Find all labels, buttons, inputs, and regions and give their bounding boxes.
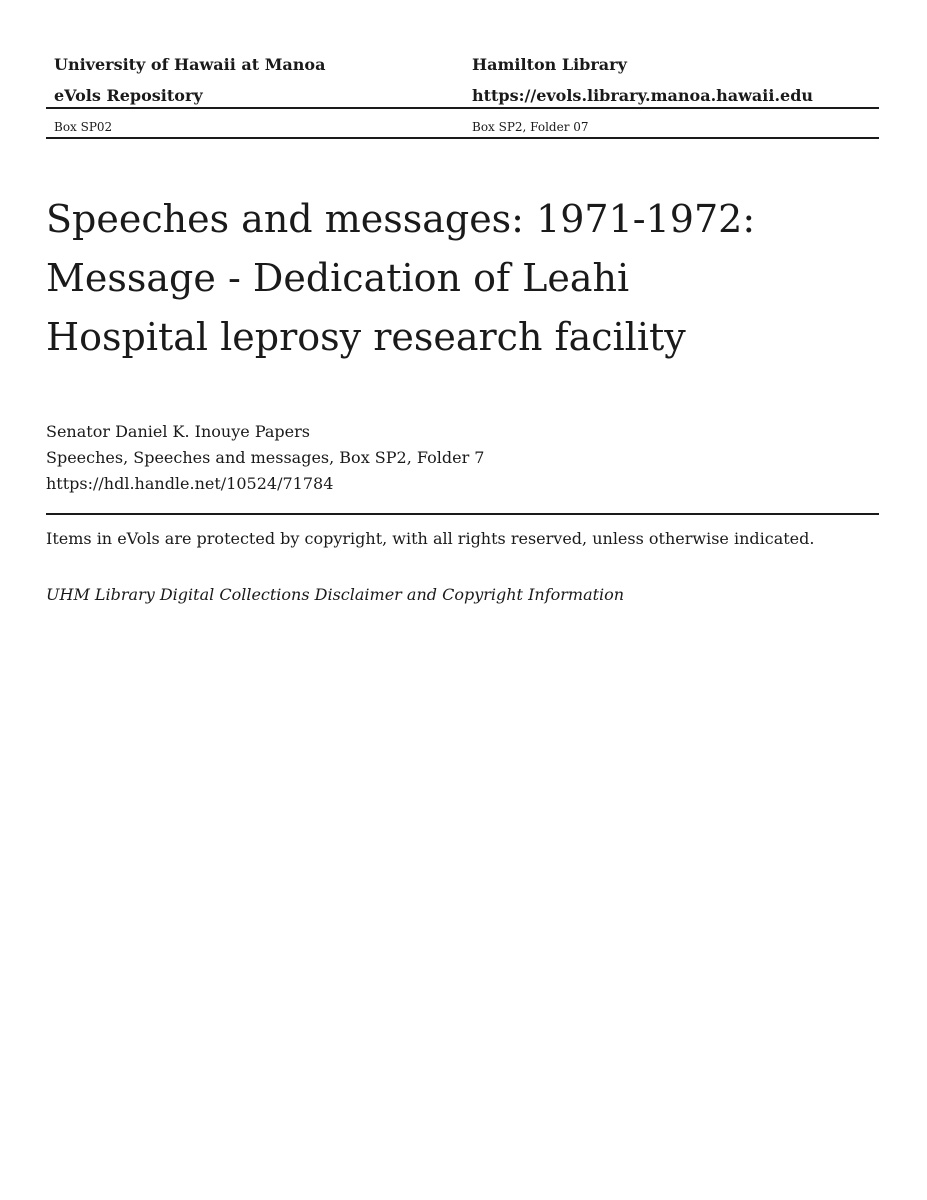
document-title — [46, 190, 879, 367]
header-divider-bottom — [46, 137, 879, 139]
repository-name: eVols Repository — [54, 86, 203, 105]
box-label: Box SP02 — [54, 120, 113, 134]
collection-name: Senator Daniel K. Inouye Papers — [46, 422, 310, 441]
title-line: Hospital leprosy research facility — [46, 315, 686, 359]
title-line: Speeches and messages: 1971-1972: — [46, 197, 756, 241]
header-divider-top — [46, 107, 879, 109]
disclaimer-link[interactable]: UHM Library Digital Collections Disclaimer and Copyright Information — [46, 585, 625, 604]
library-name: Hamilton Library — [472, 55, 627, 74]
library-url-link[interactable]: https://evols.library.manoa.hawaii.edu — [472, 86, 814, 105]
copyright-notice: Items in eVols are protected by copyright, with all rights reserved, unless otherwise indicated. — [46, 529, 815, 548]
body-divider — [46, 513, 879, 515]
handle-url-link[interactable]: https://hdl.handle.net/10524/71784 — [46, 474, 334, 493]
title-line: Message - Dedication of Leahi — [46, 256, 630, 300]
box-folder-label: Box SP2, Folder 07 — [472, 120, 589, 134]
collection-location: Speeches, Speeches and messages, Box SP2, Folder 7 — [46, 448, 485, 467]
institution-name: University of Hawaii at Manoa — [54, 55, 326, 74]
